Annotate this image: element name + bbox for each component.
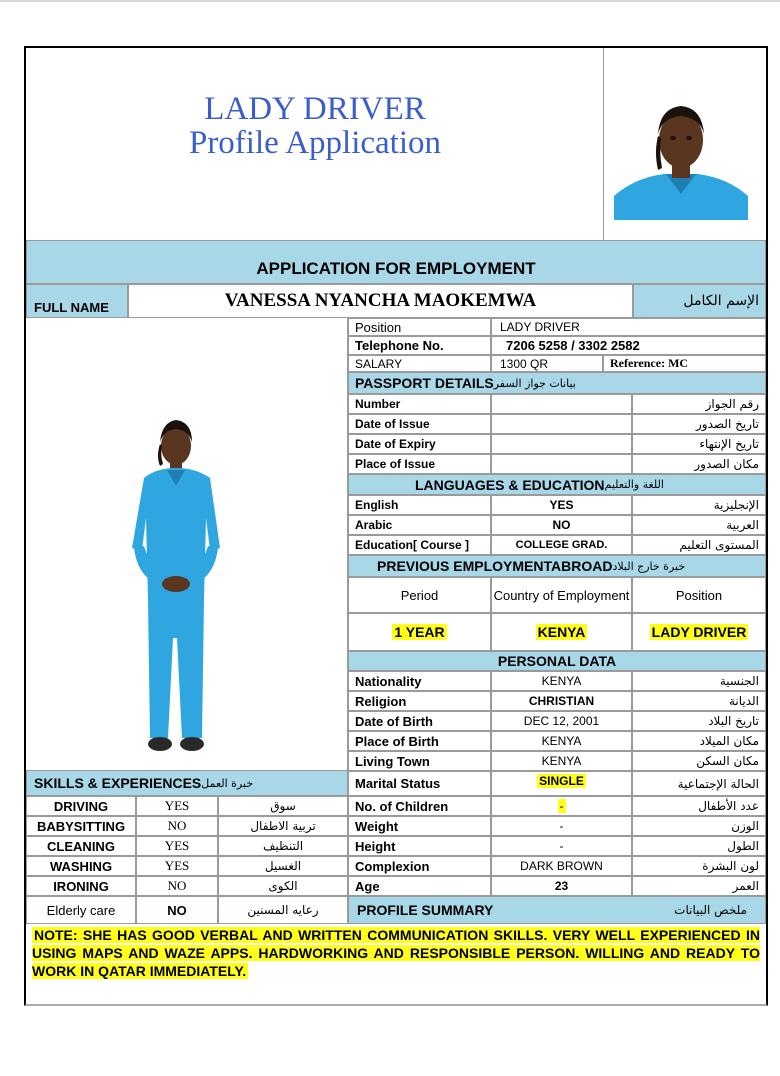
skill-label <box>26 856 136 876</box>
employment-banner <box>26 240 766 284</box>
skill-value-text: YES <box>164 798 190 813</box>
previous-period-text: 1 YEAR <box>394 624 445 640</box>
personal-value-text: 23 <box>554 879 569 893</box>
full-name-label-ar <box>633 284 766 318</box>
skill-label <box>26 836 136 856</box>
skill-value <box>136 796 218 816</box>
personal-value-text: KENYA <box>541 734 582 748</box>
language-label <box>348 495 491 515</box>
language-value <box>491 515 632 535</box>
passport-label <box>348 414 491 434</box>
personal-value-text: CHRISTIAN <box>528 694 595 708</box>
personal-value <box>491 691 632 711</box>
passport-label <box>348 454 491 474</box>
full-name-value <box>128 284 633 318</box>
previous-head-period-text: Period <box>400 587 439 603</box>
language-label-ar <box>632 535 766 555</box>
language-value-text: NO <box>552 518 571 532</box>
full-name-text: VANESSA NYANCHA MAOKEMWA <box>224 290 537 311</box>
previous-head-country-text: Country of Employment <box>493 587 630 603</box>
personal-label-text: Marital Status <box>355 776 441 791</box>
skill-label-text: WASHING <box>49 858 113 874</box>
skill-label <box>26 896 136 924</box>
passport-value <box>491 414 632 434</box>
personal-label-ar <box>632 816 766 836</box>
skill-label-ar <box>218 896 348 924</box>
skill-label-text: IRONING <box>53 878 109 894</box>
personal-value <box>491 816 632 836</box>
banner-text: APPLICATION FOR EMPLOYMENT <box>256 259 536 278</box>
summary-title: PROFILE SUMMARY <box>357 902 494 918</box>
personal-value <box>491 856 632 876</box>
position-label <box>348 318 491 336</box>
passport-label-ar-text: رقم الجواز <box>705 397 759 411</box>
language-label-text: Education[ Course ] <box>355 538 470 552</box>
previous-head-position <box>632 577 766 613</box>
previous-country-value <box>491 613 632 651</box>
personal-label-text: No. of Children <box>355 798 449 814</box>
personal-label <box>348 796 491 816</box>
personal-label <box>348 836 491 856</box>
skill-value-text: NO <box>167 878 187 893</box>
salary-label-text: SALARY <box>355 356 403 371</box>
skill-value <box>136 836 218 856</box>
personal-label-text: Religion <box>355 693 407 709</box>
skill-label-text: DRIVING <box>53 798 109 814</box>
skill-value-text: YES <box>164 858 190 873</box>
personal-label-text: Age <box>355 878 380 894</box>
previous-title: PREVIOUS EMPLOYMENTABROAD <box>377 558 613 574</box>
skill-label-text: CLEANING <box>47 838 115 854</box>
reference-value <box>603 355 766 372</box>
passport-value <box>491 394 632 414</box>
skill-label-text: Elderly care <box>46 902 116 918</box>
previous-position-text: LADY DRIVER <box>651 624 747 640</box>
personal-label-text: Complexion <box>355 858 430 874</box>
passport-label-ar-text: مكان الصدور <box>694 457 759 471</box>
passport-label-text: Date of Issue <box>355 417 430 431</box>
personal-label <box>348 771 491 796</box>
personal-label-ar-text: لون البشرة <box>702 859 759 873</box>
personal-data-header <box>348 651 766 671</box>
personal-value <box>491 876 632 896</box>
personal-label-ar <box>632 671 766 691</box>
telephone-value-text: 7206 5258 / 3302 2582 <box>506 338 640 353</box>
personal-label <box>348 751 491 771</box>
language-label-text: English <box>355 498 399 512</box>
full-name-label-text: FULL NAME <box>34 300 109 315</box>
personal-label-text: Nationality <box>355 673 422 689</box>
previous-country-text: KENYA <box>537 624 586 640</box>
passport-label-ar <box>632 414 766 434</box>
personal-label-text: Living Town <box>355 753 430 769</box>
skill-label-ar <box>218 836 348 856</box>
full-name-label <box>26 284 128 318</box>
skill-value <box>136 896 218 924</box>
personal-label-ar <box>632 836 766 856</box>
summary-title-ar: ملخص البيانات <box>674 903 747 917</box>
previous-position-value <box>632 613 766 651</box>
full-body-photo <box>26 318 348 770</box>
skill-label-ar <box>218 796 348 816</box>
passport-label-ar-text: تاريخ الصدور <box>696 417 759 431</box>
personal-label-ar <box>632 876 766 896</box>
personal-label <box>348 731 491 751</box>
language-label-ar <box>632 495 766 515</box>
language-value-text: YES <box>549 498 574 512</box>
personal-value <box>491 836 632 856</box>
passport-title: PASSPORT DETAILS <box>355 375 494 391</box>
passport-label-ar <box>632 454 766 474</box>
personal-value-text: KENYA <box>541 674 582 688</box>
salary-value-text: 1300 QR <box>500 356 549 371</box>
personal-label <box>348 711 491 731</box>
personal-title: PERSONAL DATA <box>497 653 617 669</box>
profile-summary-header <box>348 896 766 924</box>
personal-label-ar-text: مكان السكن <box>696 754 759 768</box>
passport-label <box>348 434 491 454</box>
passport-label-ar <box>632 434 766 454</box>
personal-value-text: KENYA <box>541 754 582 768</box>
skill-label-ar-text: تربية الاطفال <box>250 819 316 833</box>
personal-value-text: - <box>559 819 564 833</box>
personal-label-text: Date of Birth <box>355 713 433 729</box>
passport-header <box>348 372 766 394</box>
skill-label-ar-text: سوق <box>270 799 296 813</box>
language-label-ar-text: العربية <box>726 518 759 532</box>
top-divider <box>0 0 780 2</box>
telephone-label <box>348 336 491 355</box>
passport-label-ar-text: تاريخ الإنتهاء <box>699 437 759 451</box>
passport-value <box>491 434 632 454</box>
position-value-text: LADY DRIVER <box>500 320 580 334</box>
personal-label-ar-text: الحالة الإجتماعية <box>677 776 759 791</box>
skills-header <box>26 770 348 796</box>
personal-label-ar-text: الديانة <box>728 694 759 708</box>
skill-label-text: BABYSITTING <box>36 818 126 834</box>
previous-period-value <box>348 613 491 651</box>
salary-label <box>348 355 491 372</box>
personal-value-text: DEC 12, 2001 <box>523 714 600 728</box>
personal-label <box>348 816 491 836</box>
personal-label-ar-text: العمر <box>732 879 759 893</box>
language-value <box>491 535 632 555</box>
telephone-value <box>491 336 766 355</box>
skill-value-text: NO <box>167 902 187 918</box>
passport-label-text: Date of Expiry <box>355 437 436 451</box>
passport-label <box>348 394 491 414</box>
skills-title: SKILLS & EXPERIENCES <box>34 775 202 791</box>
personal-label-text: Height <box>355 838 396 854</box>
skill-label-ar <box>218 876 348 896</box>
passport-label-ar <box>632 394 766 414</box>
personal-label-ar-text: مكان الميلاد <box>699 734 759 748</box>
passport-label-text: Number <box>355 397 401 411</box>
skill-label <box>26 876 136 896</box>
language-label-ar <box>632 515 766 535</box>
skill-label-ar-text: الكوى <box>268 879 298 893</box>
language-label-ar-text: الإنجليزية <box>713 498 759 512</box>
position-value <box>491 318 766 336</box>
title-line-1: LADY DRIVER <box>204 91 426 127</box>
skills-title-ar: خبرة العمل <box>201 776 254 790</box>
skill-value <box>136 876 218 896</box>
personal-value <box>491 731 632 751</box>
skill-value-text: YES <box>164 838 190 853</box>
language-value <box>491 495 632 515</box>
skill-value <box>136 816 218 836</box>
personal-label <box>348 671 491 691</box>
personal-label-ar <box>632 691 766 711</box>
languages-header <box>348 474 766 495</box>
profile-note <box>32 926 760 980</box>
personal-label-ar <box>632 856 766 876</box>
language-label <box>348 535 491 555</box>
personal-label <box>348 691 491 711</box>
personal-value-text: - <box>559 839 564 853</box>
language-label-text: Arabic <box>355 518 393 532</box>
personal-label-ar <box>632 751 766 771</box>
title-line-2: Profile Application <box>188 125 442 161</box>
personal-label-ar <box>632 711 766 731</box>
skill-label <box>26 816 136 836</box>
personal-label-ar <box>632 796 766 816</box>
personal-value <box>491 771 632 796</box>
previous-employment-header <box>348 555 766 577</box>
header-block <box>26 48 604 240</box>
skill-label-ar-text: التنظيف <box>262 839 304 853</box>
skill-label <box>26 796 136 816</box>
skill-label-ar-text: رعايه المسنين <box>247 903 319 917</box>
language-label <box>348 515 491 535</box>
personal-value-text: DARK BROWN <box>520 859 603 873</box>
personal-value <box>491 671 632 691</box>
language-value-text: COLLEGE GRAD. <box>515 539 608 551</box>
personal-value <box>491 711 632 731</box>
language-label-ar-text: المستوى التعليم <box>679 538 759 552</box>
personal-value-text: - <box>559 799 564 813</box>
personal-label-text: Place of Birth <box>355 733 439 749</box>
personal-label-ar <box>632 771 766 796</box>
skill-label-ar-text: الغسيل <box>264 859 302 873</box>
passport-title-ar: بيانات جواز السفر <box>493 376 576 390</box>
profile-note-text: NOTE: SHE HAS GOOD VERBAL AND WRITTEN COMMUNICATION SKILLS. VERY WELL EXPERIENCED IN USING MAPS AND WAZE APPS. HARDWORKING AND RESPONSIBLE PERSON. WILLING AND READY TO WORK IN QATAR IMMEDIATELY. <box>32 927 760 979</box>
previous-head-country <box>491 577 632 613</box>
languages-title-ar: اللغة والتعليم <box>604 478 664 491</box>
headshot-photo <box>614 92 748 220</box>
salary-value <box>491 355 603 372</box>
personal-value <box>491 796 632 816</box>
skill-label-ar <box>218 856 348 876</box>
application-sheet <box>24 46 768 1006</box>
skill-value <box>136 856 218 876</box>
personal-label-ar <box>632 731 766 751</box>
previous-head-period <box>348 577 491 613</box>
personal-label <box>348 876 491 896</box>
personal-label-ar-text: الوزن <box>731 819 759 833</box>
telephone-label-text: Telephone No. <box>355 338 444 353</box>
reference-text: Reference: MC <box>610 356 689 370</box>
personal-value-text: SINGLE <box>539 774 584 788</box>
skill-label-ar <box>218 816 348 836</box>
full-name-ar-text: الإسم الكامل <box>683 293 759 309</box>
personal-value <box>491 751 632 771</box>
previous-title-ar: خبرة خارج البلاد <box>612 559 686 573</box>
languages-title: LANGUAGES & EDUCATION <box>415 476 605 493</box>
skill-value-text: NO <box>167 818 187 833</box>
previous-head-position-text: Position <box>675 587 723 603</box>
personal-label <box>348 856 491 876</box>
personal-label-text: Weight <box>355 818 399 834</box>
personal-label-ar-text: عدد الأطفال <box>698 799 759 813</box>
personal-label-ar-text: تاريخ البلاد <box>708 714 759 728</box>
personal-label-ar-text: الطول <box>727 839 759 853</box>
personal-label-ar-text: الجنسية <box>719 674 759 688</box>
passport-label-text: Place of Issue <box>355 457 436 471</box>
passport-value <box>491 454 632 474</box>
position-label-text: Position <box>355 319 402 335</box>
